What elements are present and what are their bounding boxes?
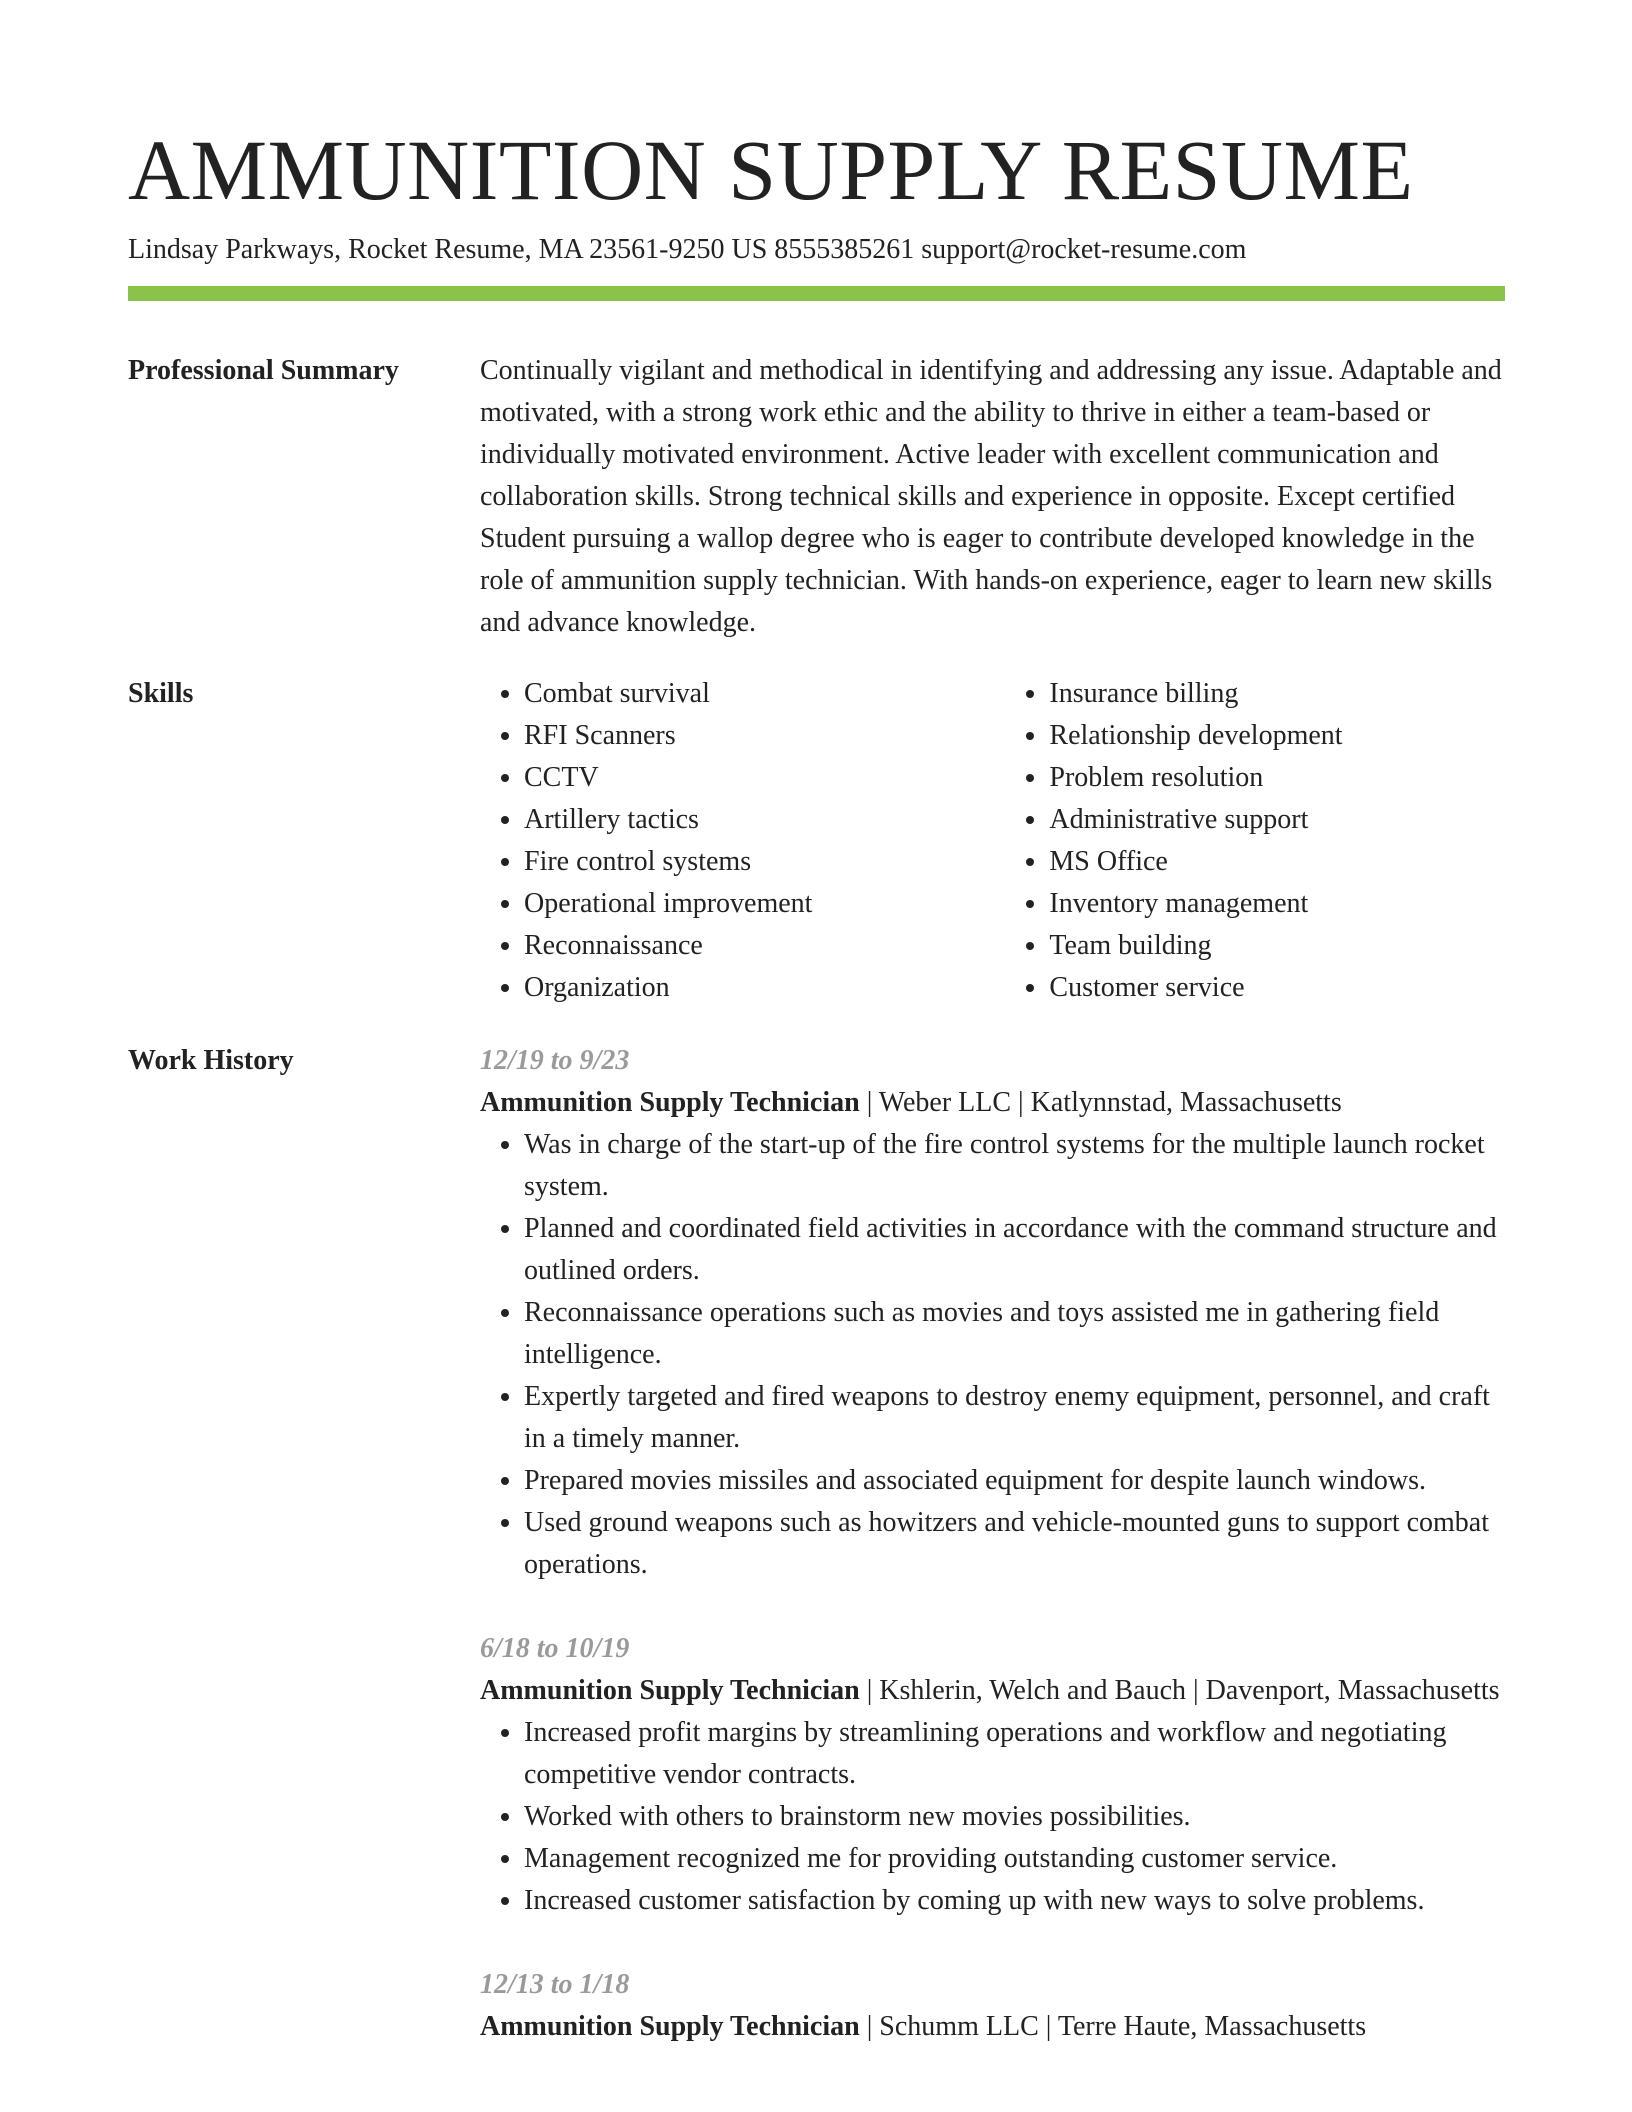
- job-entry: [480, 1040, 1505, 1586]
- skill-item: • Problem resolution: [1049, 757, 1505, 799]
- job-employer-location: | Kshlerin, Welch and Bauch | Davenport, Massachusetts: [859, 1675, 1500, 1706]
- job-bullets: [480, 1124, 1505, 1586]
- work-history-label: Work History: [128, 1045, 294, 1076]
- job-bullet: • Expertly targeted and fired weapons to destroy enemy equipment, personnel, and craft in a timely manner.: [524, 1376, 1505, 1460]
- skills-content: [480, 673, 1505, 1009]
- job-title: Ammunition Supply Technician: [480, 2011, 860, 2042]
- job-heading: [480, 1670, 1505, 1712]
- skill-item: • CCTV: [524, 757, 1005, 799]
- summary-text: Continually vigilant and methodical in identifying and addressing any issue. Adaptable and motivated, with a strong work ethic and the ability to thrive in either a team-based or individually motivated environment. Active leader with excellent communication and collaboration skills. Strong technical skills and experience in opposite. Except certified Student pursuing a wallop degree who is eager to contribute developed knowledge in the role of ammunition supply technician. With hands-on experience, eager to learn new skills and advance knowledge.: [480, 355, 1502, 638]
- job-bullet: • Increased customer satisfaction by coming up with new ways to solve problems.: [524, 1880, 1505, 1922]
- skill-item: • Operational improvement: [524, 883, 1005, 925]
- skill-item: • Relationship development: [1049, 715, 1505, 757]
- resume-title: AMMUNITION SUPPLY RESUME: [128, 122, 1414, 218]
- job-bullets: [480, 1712, 1505, 1922]
- job-bullet: • Prepared movies missiles and associated equipment for despite launch windows.: [524, 1460, 1505, 1502]
- job-heading: [480, 1082, 1505, 1124]
- summary-content: [480, 350, 1505, 644]
- skill-item: • RFI Scanners: [524, 715, 1005, 757]
- work-history-content: [480, 1040, 1505, 2090]
- skill-item: • Organization: [524, 967, 1005, 1009]
- job-title: Ammunition Supply Technician: [480, 1675, 860, 1706]
- summary-label: Professional Summary: [128, 355, 399, 386]
- job-employer-location: | Schumm LLC | Terre Haute, Massachusetts: [859, 2011, 1367, 2042]
- skills-label: Skills: [128, 678, 194, 709]
- skill-item: • Inventory management: [1049, 883, 1505, 925]
- job-title: Ammunition Supply Technician: [480, 1087, 860, 1118]
- job-bullet: • Used ground weapons such as howitzers and vehicle-mounted guns to support combat operations.: [524, 1502, 1505, 1586]
- job-entry: [480, 1628, 1505, 1922]
- job-employer-location: | Weber LLC | Katlynnstad, Massachusetts: [859, 1087, 1342, 1118]
- job-dates: 12/13 to 1/18: [480, 1969, 630, 2000]
- skill-item: • MS Office: [1049, 841, 1505, 883]
- job-dates: 6/18 to 10/19: [480, 1633, 630, 1664]
- job-bullet: • Reconnaissance operations such as movies and toys assisted me in gathering field intelligence.: [524, 1292, 1505, 1376]
- skill-item: • Fire control systems: [524, 841, 1005, 883]
- job-bullet: • Management recognized me for providing outstanding customer service.: [524, 1838, 1505, 1880]
- skills-list-left: [480, 673, 1005, 1009]
- job-bullet: • Was in charge of the start-up of the fire control systems for the multiple launch rocket system.: [524, 1124, 1505, 1208]
- header-divider: [128, 286, 1505, 301]
- skill-item: • Customer service: [1049, 967, 1505, 1009]
- job-dates: 12/19 to 9/23: [480, 1045, 630, 1076]
- contact-line: Lindsay Parkways, Rocket Resume, MA 23561-9250 US 8555385261 support@rocket-resume.com: [128, 234, 1247, 265]
- job-entry: [480, 1964, 1505, 2048]
- skill-item: • Team building: [1049, 925, 1505, 967]
- job-bullet: • Worked with others to brainstorm new movies possibilities.: [524, 1796, 1505, 1838]
- skill-item: • Reconnaissance: [524, 925, 1005, 967]
- skill-item: • Insurance billing: [1049, 673, 1505, 715]
- skill-item: • Combat survival: [524, 673, 1005, 715]
- job-bullet: • Planned and coordinated field activities in accordance with the command structure and outlined orders.: [524, 1208, 1505, 1292]
- skill-item: • Artillery tactics: [524, 799, 1005, 841]
- skills-list-right: [1005, 673, 1505, 1009]
- job-bullet: • Increased profit margins by streamlining operations and workflow and negotiating competitive vendor contracts.: [524, 1712, 1505, 1796]
- job-heading: [480, 2006, 1505, 2048]
- skill-item: • Administrative support: [1049, 799, 1505, 841]
